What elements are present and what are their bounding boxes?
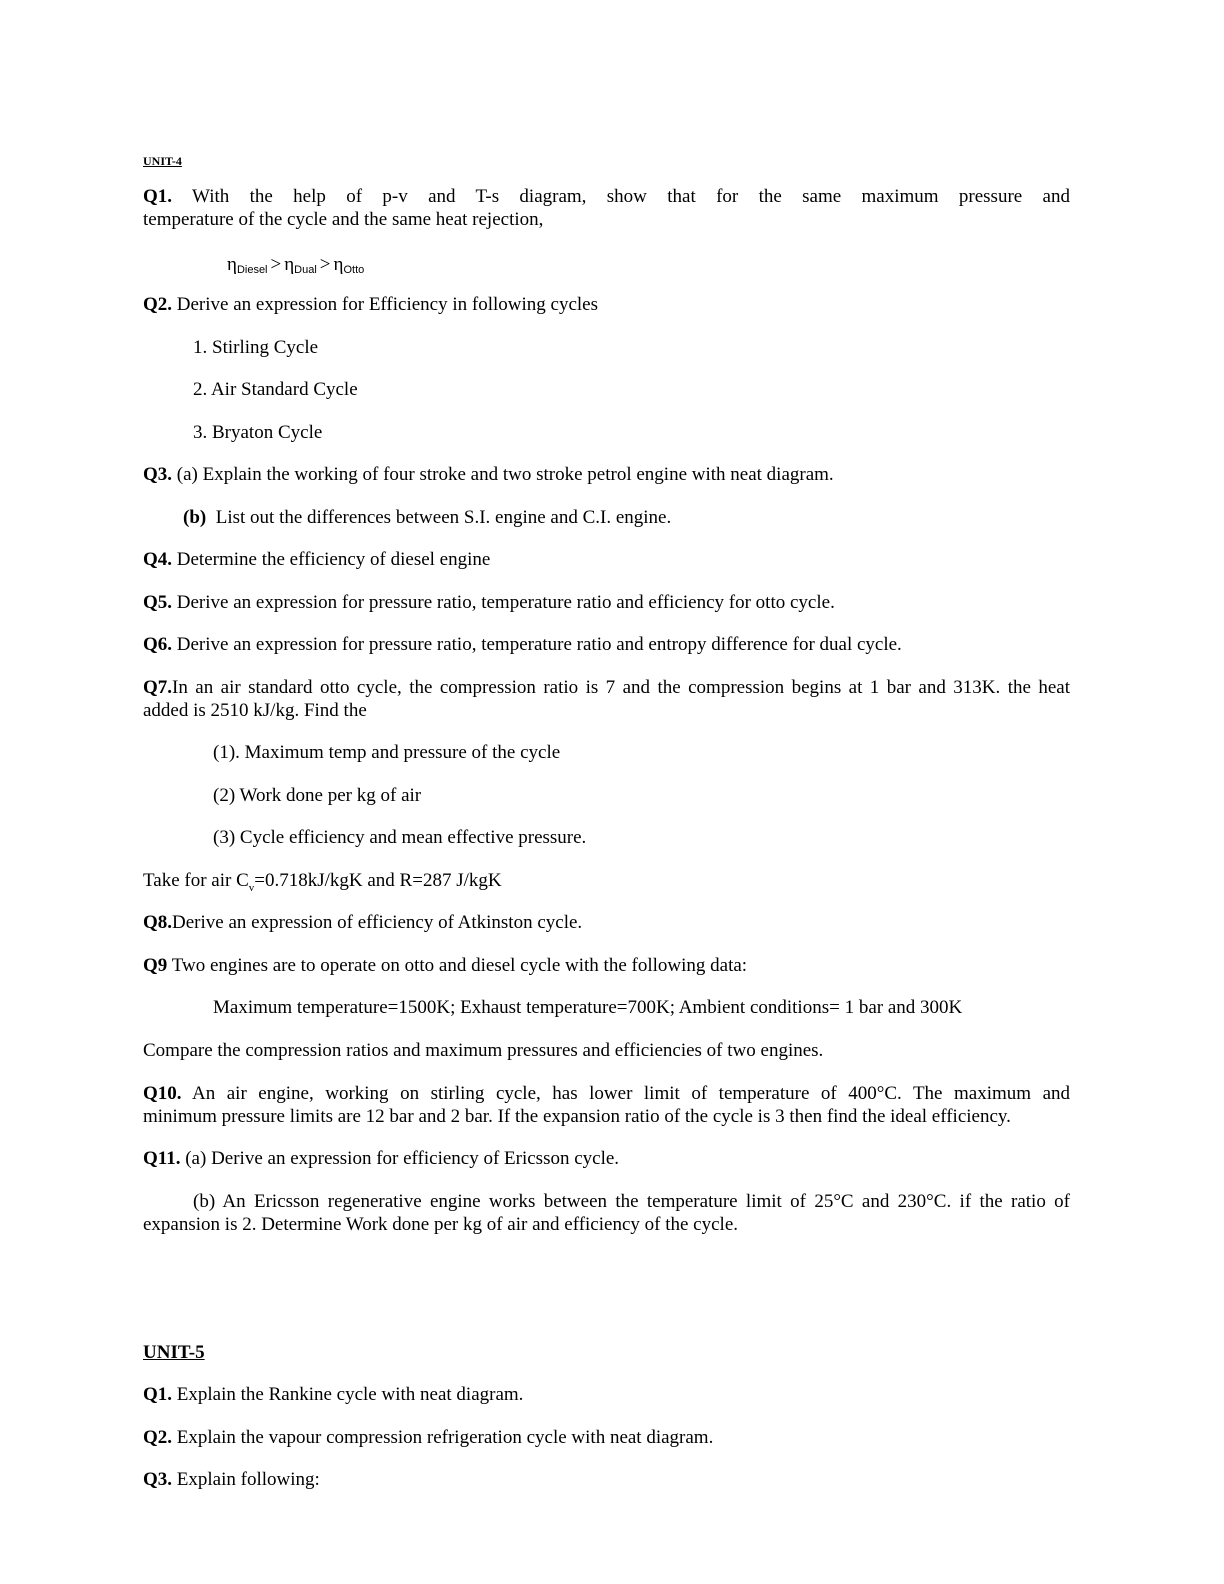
eta-sub-otto: Otto bbox=[343, 264, 365, 276]
unit4-q8 bbox=[143, 911, 582, 934]
eta-sub-dual: Dual bbox=[294, 264, 317, 276]
q9-text: Two engines are to operate on otto and diesel cycle with the following data: bbox=[171, 955, 748, 976]
q7-item: (2) Work done per kg of air bbox=[213, 785, 422, 806]
q6-text: Derive an expression for pressure ratio, temperature ratio and entropy difference for dual cycle. bbox=[176, 634, 902, 655]
q6-number: Q6. bbox=[143, 634, 173, 655]
q7-text: In an air standard otto cycle, the compression ratio is 7 and the compression begins at 1 bar and 313K. the heat bbox=[172, 677, 1070, 698]
q1-number: Q1. bbox=[143, 186, 173, 207]
q3b-text: List out the differences between S.I. engine and C.I. engine. bbox=[215, 507, 672, 528]
q9-compare: Compare the compression ratios and maximum pressures and efficiencies of two engines. bbox=[143, 1040, 824, 1061]
unit4-q9 bbox=[143, 954, 747, 977]
q11a-text: (a) Derive an expression for efficiency of Ericsson cycle. bbox=[185, 1148, 620, 1169]
q4-number: Q4. bbox=[143, 549, 173, 570]
q7-item: (3) Cycle efficiency and mean effective pressure. bbox=[213, 827, 587, 848]
unit5-q2 bbox=[143, 1426, 713, 1449]
q2-item: 1. Stirling Cycle bbox=[193, 337, 319, 358]
q3b-label: (b) bbox=[183, 507, 207, 528]
greater-than: > bbox=[270, 254, 282, 275]
unit4-q11a bbox=[143, 1147, 619, 1170]
efficiency-inequality bbox=[227, 253, 364, 279]
unit5-q3 bbox=[143, 1468, 320, 1491]
q11-number: Q11. bbox=[143, 1148, 181, 1169]
unit5-q1 bbox=[143, 1383, 523, 1406]
q8-number: Q8. bbox=[143, 912, 173, 933]
u5-q1-text: Explain the Rankine cycle with neat diagram. bbox=[176, 1384, 524, 1405]
u5-q1-number: Q1. bbox=[143, 1384, 173, 1405]
unit4-q2 bbox=[143, 293, 598, 316]
q2-number: Q2. bbox=[143, 294, 173, 315]
unit4-q10-line2: minimum pressure limits are 12 bar and 2 bar. If the expansion ratio of the cycle is 3 then find the ideal efficiency. bbox=[143, 1106, 1011, 1127]
unit4-heading: UNIT-4 bbox=[143, 154, 182, 168]
q7-given-data bbox=[143, 869, 502, 900]
unit4-q11b-line2: expansion is 2. Determine Work done per kg of air and efficiency of the cycle. bbox=[143, 1214, 739, 1235]
q10-number: Q10. bbox=[143, 1083, 182, 1104]
unit4-q1-line1 bbox=[143, 185, 1070, 208]
unit4-q11b-line1: (b) An Ericsson regenerative engine works between the temperature limit of 25°C and 230°C. if the ratio of bbox=[193, 1191, 1070, 1212]
greater-than: > bbox=[319, 254, 331, 275]
q5-number: Q5. bbox=[143, 592, 173, 613]
q10-text: An air engine, working on stirling cycle, has lower limit of temperature of 400°C. The maximum and bbox=[192, 1083, 1070, 1104]
q9-data: Maximum temperature=1500K; Exhaust temperature=700K; Ambient conditions= 1 bar and 300K bbox=[213, 997, 963, 1018]
q2-text: Derive an expression for Efficiency in following cycles bbox=[176, 294, 598, 315]
u5-q3-number: Q3. bbox=[143, 1469, 173, 1490]
unit4-q3b bbox=[183, 506, 671, 529]
unit4-q6 bbox=[143, 633, 902, 656]
unit4-q4 bbox=[143, 548, 490, 571]
q3-number: Q3. bbox=[143, 464, 173, 485]
given-suffix: =0.718kJ/kgK and R=287 J/kgK bbox=[254, 870, 502, 891]
eta-symbol: η bbox=[333, 254, 344, 275]
u5-q3-text: Explain following: bbox=[176, 1469, 320, 1490]
u5-q2-text: Explain the vapour compression refrigeration cycle with neat diagram. bbox=[176, 1427, 714, 1448]
q5-text: Derive an expression for pressure ratio, temperature ratio and efficiency for otto cycle. bbox=[176, 592, 835, 613]
q7-number: Q7. bbox=[143, 677, 173, 698]
q7-item: (1). Maximum temp and pressure of the cycle bbox=[213, 742, 561, 763]
cv-subscript: v bbox=[248, 881, 255, 894]
unit4-q7-line2: added is 2510 kJ/kg. Find the bbox=[143, 700, 367, 721]
unit4-q7-line1 bbox=[143, 676, 1070, 699]
u5-q2-number: Q2. bbox=[143, 1427, 173, 1448]
unit5-heading: UNIT-5 bbox=[143, 1342, 205, 1363]
eta-symbol: η bbox=[284, 254, 295, 275]
eta-symbol: η bbox=[227, 254, 237, 275]
q8-text: Derive an expression of efficiency of Atkinston cycle. bbox=[172, 912, 583, 933]
q4-text: Determine the efficiency of diesel engine bbox=[176, 549, 491, 570]
eta-sub-diesel: Diesel bbox=[236, 264, 268, 276]
unit4-q10-line1 bbox=[143, 1082, 1070, 1105]
q9-number: Q9 bbox=[143, 955, 168, 976]
q2-item: 2. Air Standard Cycle bbox=[193, 379, 358, 400]
unit4-q1-line2: temperature of the cycle and the same heat rejection, bbox=[143, 209, 544, 230]
q3a-text: (a) Explain the working of four stroke and two stroke petrol engine with neat diagram. bbox=[176, 464, 834, 485]
unit4-q3a bbox=[143, 463, 834, 486]
given-prefix: Take for air C bbox=[143, 870, 249, 891]
unit4-q5 bbox=[143, 591, 835, 614]
q2-item: 3. Bryaton Cycle bbox=[193, 422, 323, 443]
q1-text: With the help of p-v and T-s diagram, show that for the same maximum pressure and bbox=[192, 186, 1070, 207]
